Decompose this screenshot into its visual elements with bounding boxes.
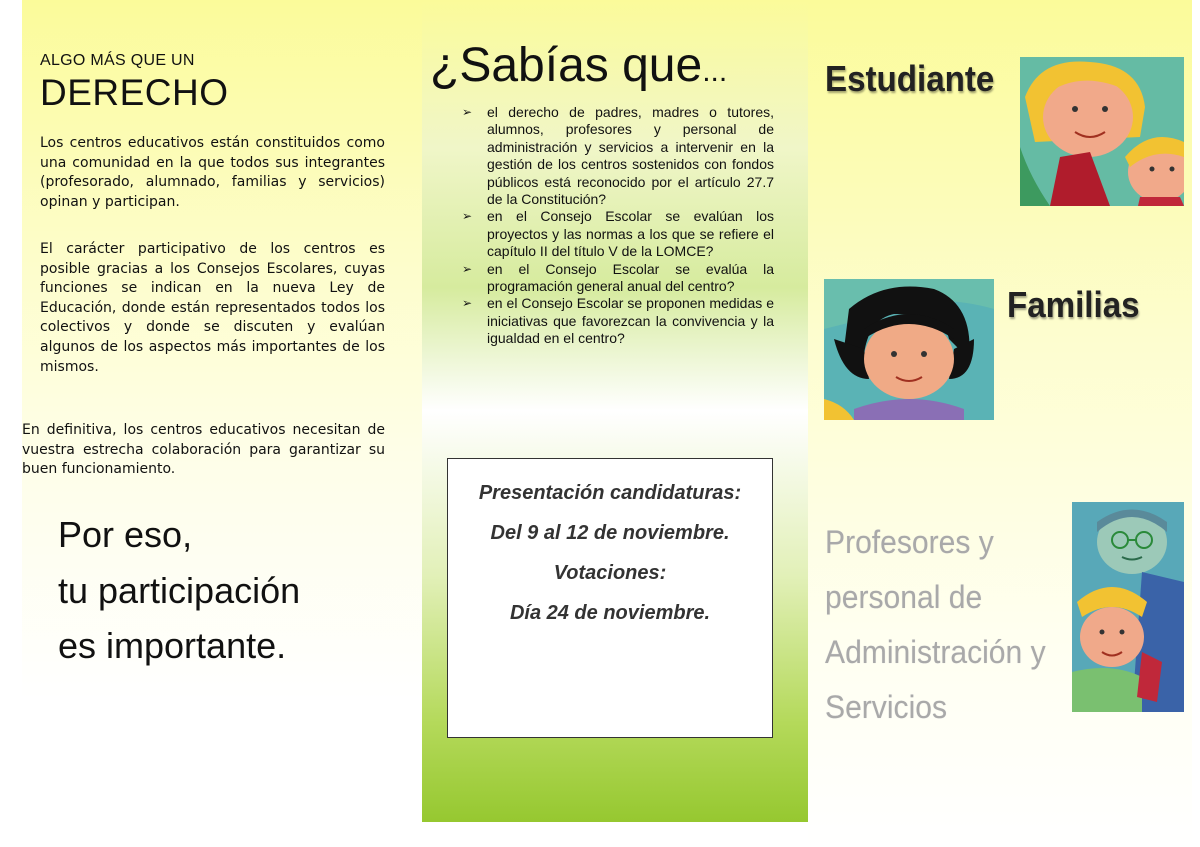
fact-item bbox=[462, 104, 774, 208]
role-heading-profesores: Profesores y personal de Administración y Servicios bbox=[825, 524, 1046, 725]
arrow-bullet-icon: ➢ bbox=[462, 105, 473, 119]
section-title: DERECHO bbox=[40, 72, 229, 113]
section-kicker: ALGO MÁS QUE UN bbox=[40, 52, 195, 69]
presentation-dates: Del 9 al 12 de noviembre. bbox=[490, 522, 730, 544]
did-you-know-title-text: ¿Sabías que bbox=[430, 39, 703, 92]
did-you-know-title bbox=[430, 38, 727, 93]
title-ellipsis: ... bbox=[702, 55, 728, 88]
facts-list bbox=[462, 104, 774, 348]
slogan-line-2: tu participación bbox=[58, 570, 301, 611]
family-illustration bbox=[824, 279, 994, 420]
arrow-bullet-icon: ➢ bbox=[462, 261, 473, 276]
fact-text: en el Consejo Escolar se evalúa la programación general anual del centro? bbox=[487, 260, 774, 295]
students-illustration bbox=[1020, 57, 1184, 206]
participation-paragraph: El carácter participativo de los centros es posible gracias a los Consejos Escolares, cuyas funciones se indican en la nueva Ley de Educación, donde están representados todos los colectivos y donde se discuten y evalúan algunos de los aspectos más importantes de los mismos. bbox=[40, 241, 385, 375]
staff-illustration bbox=[1072, 502, 1184, 712]
fact-item bbox=[462, 208, 774, 260]
fact-text: en el Consejo Escolar se evalúan los proyectos y las normas a los que se refiere el capítulo II del título V de la LOMCE? bbox=[487, 208, 774, 260]
voting-label: Votaciones: bbox=[553, 562, 667, 584]
role-heading-estudiante: Estudiante bbox=[825, 58, 995, 99]
fact-item bbox=[462, 295, 774, 347]
slogan-line-3: es importante. bbox=[58, 625, 287, 666]
fact-text: en el Consejo Escolar se proponen medidas e iniciativas que favorezcan la convivencia y la igualdad en el centro? bbox=[487, 295, 774, 347]
conclusion-paragraph: En definitiva, los centros educativos necesitan de vuestra estrecha colaboración para garantizar su buen funcionamiento. bbox=[22, 422, 385, 478]
fact-text: el derecho de padres, madres o tutores, alumnos, profesores y personal de administración y servicios a intervenir en la gestión de los centros sostenidos con fondos públicos está reconocido por el artículo 27.7 de la Constitución? bbox=[487, 104, 774, 208]
presentation-label: Presentación candidaturas: bbox=[478, 482, 742, 504]
election-dates-box bbox=[447, 458, 773, 738]
arrow-bullet-icon: ➢ bbox=[462, 209, 473, 224]
role-heading-familias: Familias bbox=[1007, 284, 1140, 325]
arrow-bullet-icon: ➢ bbox=[462, 296, 473, 311]
slogan-line-1: Por eso, bbox=[58, 514, 193, 555]
intro-paragraph: Los centros educativos están constituidos como una comunidad en la que todos sus integrantes (profesorado, alumnado, familias y servicios) opinan y participan. bbox=[40, 135, 385, 210]
voting-date: Día 24 de noviembre. bbox=[509, 602, 711, 624]
fact-item bbox=[462, 261, 774, 296]
